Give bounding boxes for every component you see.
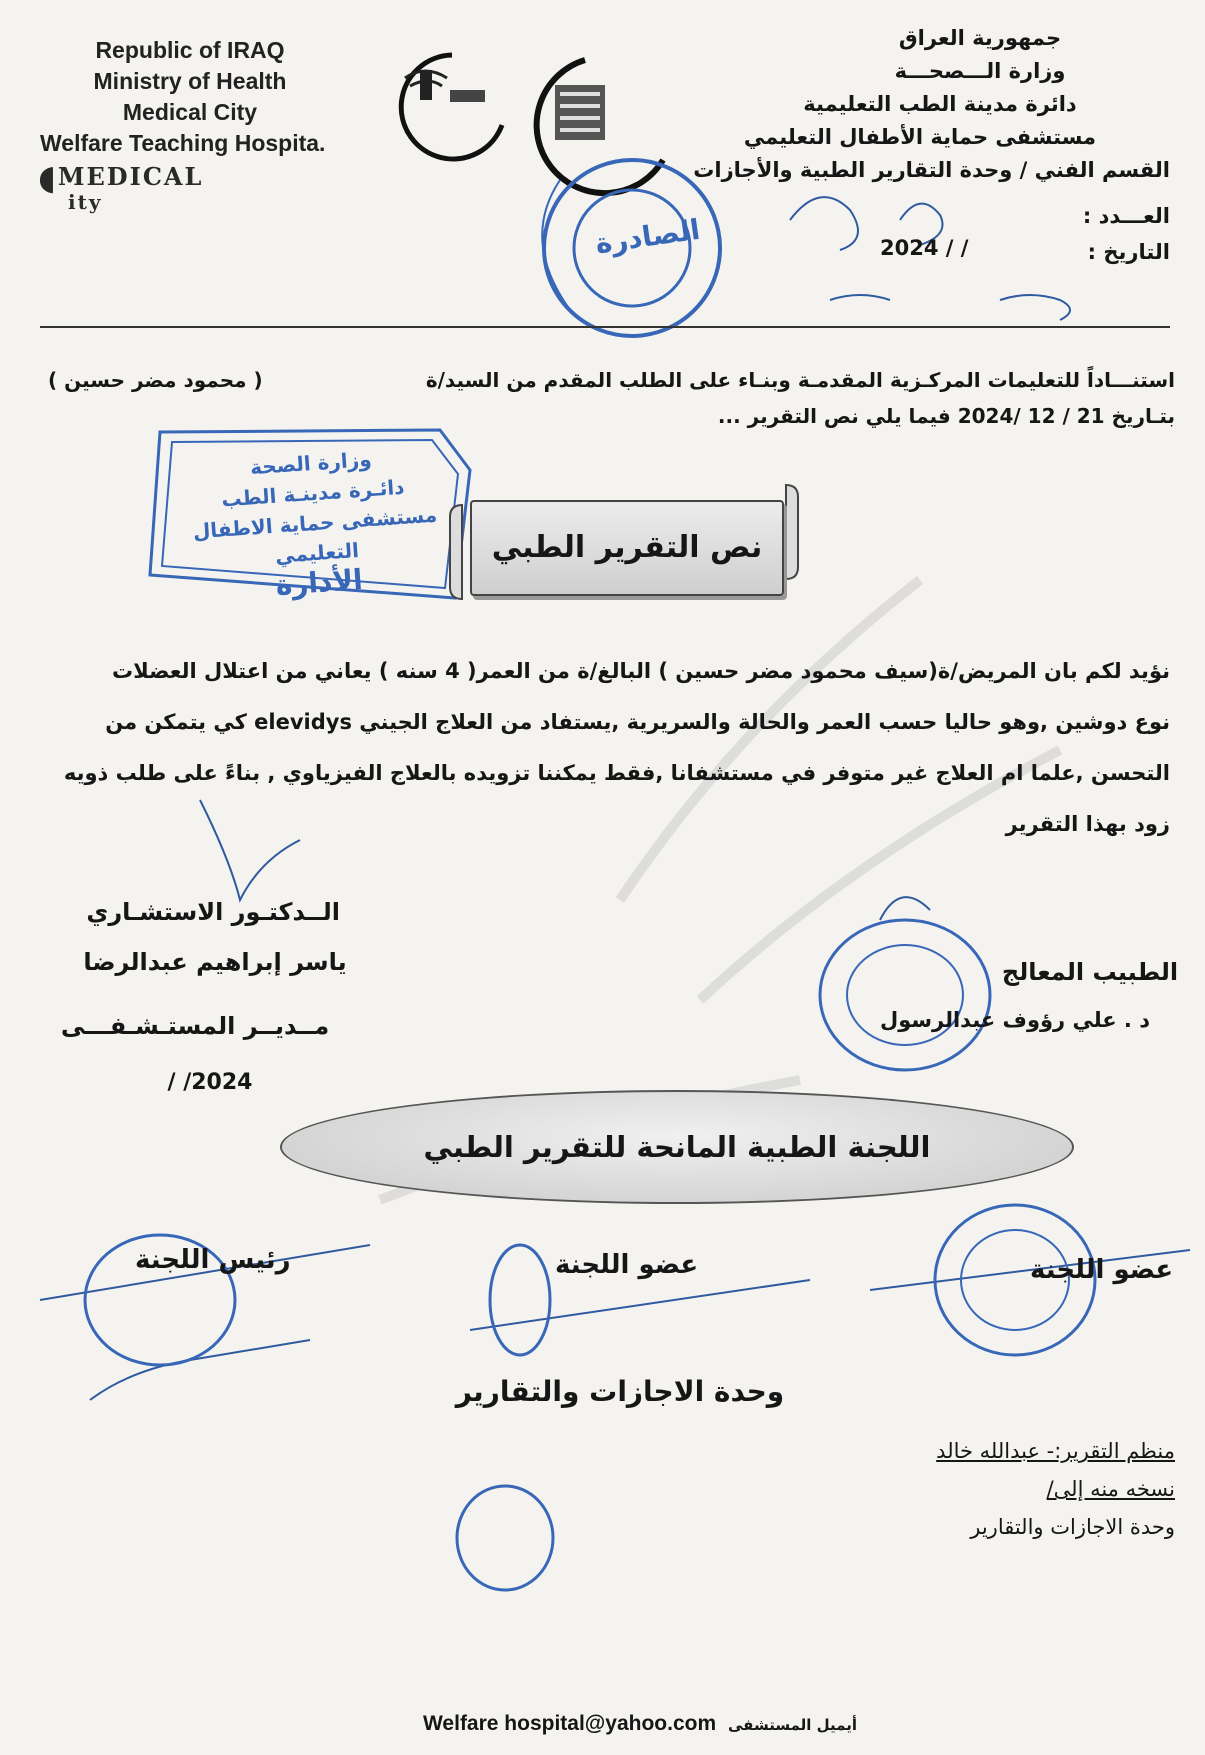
issued-stamp: الصادرة xyxy=(593,212,703,261)
medical-city-logo: ◖MEDICAL ity xyxy=(38,158,204,214)
report-body-line-1: نؤيد لكم بان المريض/ة(سيف محمود مضر حسين ) البالغ/ة من العمر( 4 سنه ) يعاني من اعتلال العضلات xyxy=(112,659,1170,683)
committee-title: اللجنة الطبية المانحة للتقرير الطبي xyxy=(280,1090,1074,1204)
header-arabic xyxy=(610,22,1170,187)
director-role: مــديــر المستـشـفـــى xyxy=(60,1012,330,1040)
committee-member-1: عضو اللجنة xyxy=(555,1250,699,1280)
header-ar-ministry: وزارة الـــصحـــة xyxy=(894,59,1066,83)
intro-requester: ( محمود مضر حسين ) xyxy=(48,368,263,392)
report-body xyxy=(50,646,1170,850)
footer-email-value: Welfare hospital@yahoo.com xyxy=(422,1712,717,1735)
header-en-ministry: Ministry of Health xyxy=(93,68,287,94)
committee-member-2: عضو اللجنة xyxy=(1030,1255,1174,1285)
header-en-country: Republic of IRAQ xyxy=(95,37,285,63)
header-divider xyxy=(40,326,1170,328)
copy-to-unit: وحدة الاجازات والتقارير xyxy=(970,1515,1175,1539)
director-title: الــدكتـور الاستشـاري xyxy=(86,898,340,926)
header-ar-department: القسم الفني / وحدة التقارير الطبية والأجازات xyxy=(693,158,1170,182)
treating-doctor-title: الطبيب المعالج xyxy=(1001,958,1179,986)
organizer-name: منظم التقرير:- عبدالله خالد xyxy=(936,1439,1175,1463)
report-body-line-4: زود بهذا التقرير xyxy=(1005,812,1170,836)
committee-chair: رئيس اللجنة xyxy=(135,1245,291,1275)
report-title: نص التقرير الطبي xyxy=(470,500,784,596)
header-ar-country: جمهورية العراق xyxy=(898,26,1062,50)
ministry-logo-icon xyxy=(401,55,502,159)
header-ar-hospital: مستشفى حماية الأطفال التعليمي xyxy=(743,125,1097,149)
treating-doctor-name: د . علي رؤوف عبدالرسول xyxy=(880,1008,1150,1032)
director-name: ياسر إبراهيم عبدالرضا xyxy=(83,948,347,976)
report-body-line-3: التحسن ,علما ام العلاج غير متوفر في مستشفانا ,فقط يمكننا تزويده بالعلاج الفيزياوي , بناءً على طلب ذويه xyxy=(63,761,1170,785)
unit-title: وحدة الاجازات والتقارير xyxy=(455,1375,785,1408)
ref-date-label: التاريخ : xyxy=(1087,240,1170,264)
intro-line-2: بتـاريخ 21 / 12 /2024 فيما يلي نص التقرير ... xyxy=(717,404,1175,428)
medical-city-logo-icon: ◖ xyxy=(38,158,58,198)
report-body-line-2: نوع دوشين ,وهو حاليا حسب العمر والحالة والسريرية ,يستفاد من العلاج الجيني elevidys كي يتمكن من xyxy=(105,710,1170,734)
header-english xyxy=(40,35,340,159)
footer-email-label: أيميل المستشفى xyxy=(727,1716,858,1734)
ref-number-label: العـــدد : xyxy=(1082,204,1170,228)
copy-to-label: نسخه منه إلى/ xyxy=(1046,1477,1175,1501)
header-ar-medical-city: دائرة مدينة الطب التعليمية xyxy=(803,92,1077,116)
header-en-hospital: Welfare Teaching Hospita. xyxy=(40,130,326,156)
report-organizer xyxy=(936,1432,1175,1546)
footer-email xyxy=(360,1712,920,1736)
header-en-medical-city: Medical City xyxy=(122,99,258,125)
intro-line-1: استنـــاداً للتعليمات المركـزية المقدمـة وبنـاء على الطلب المقدم من السيد/ة xyxy=(425,368,1175,392)
admin-stamp: وزارة الصحة دائـرة مدينـة الطب مستشفى حماية الاطفال التعليمي الأدارة xyxy=(192,446,438,602)
ref-date-value: 2024 / / xyxy=(880,236,969,260)
director-date: 2024/ / xyxy=(167,1070,253,1095)
